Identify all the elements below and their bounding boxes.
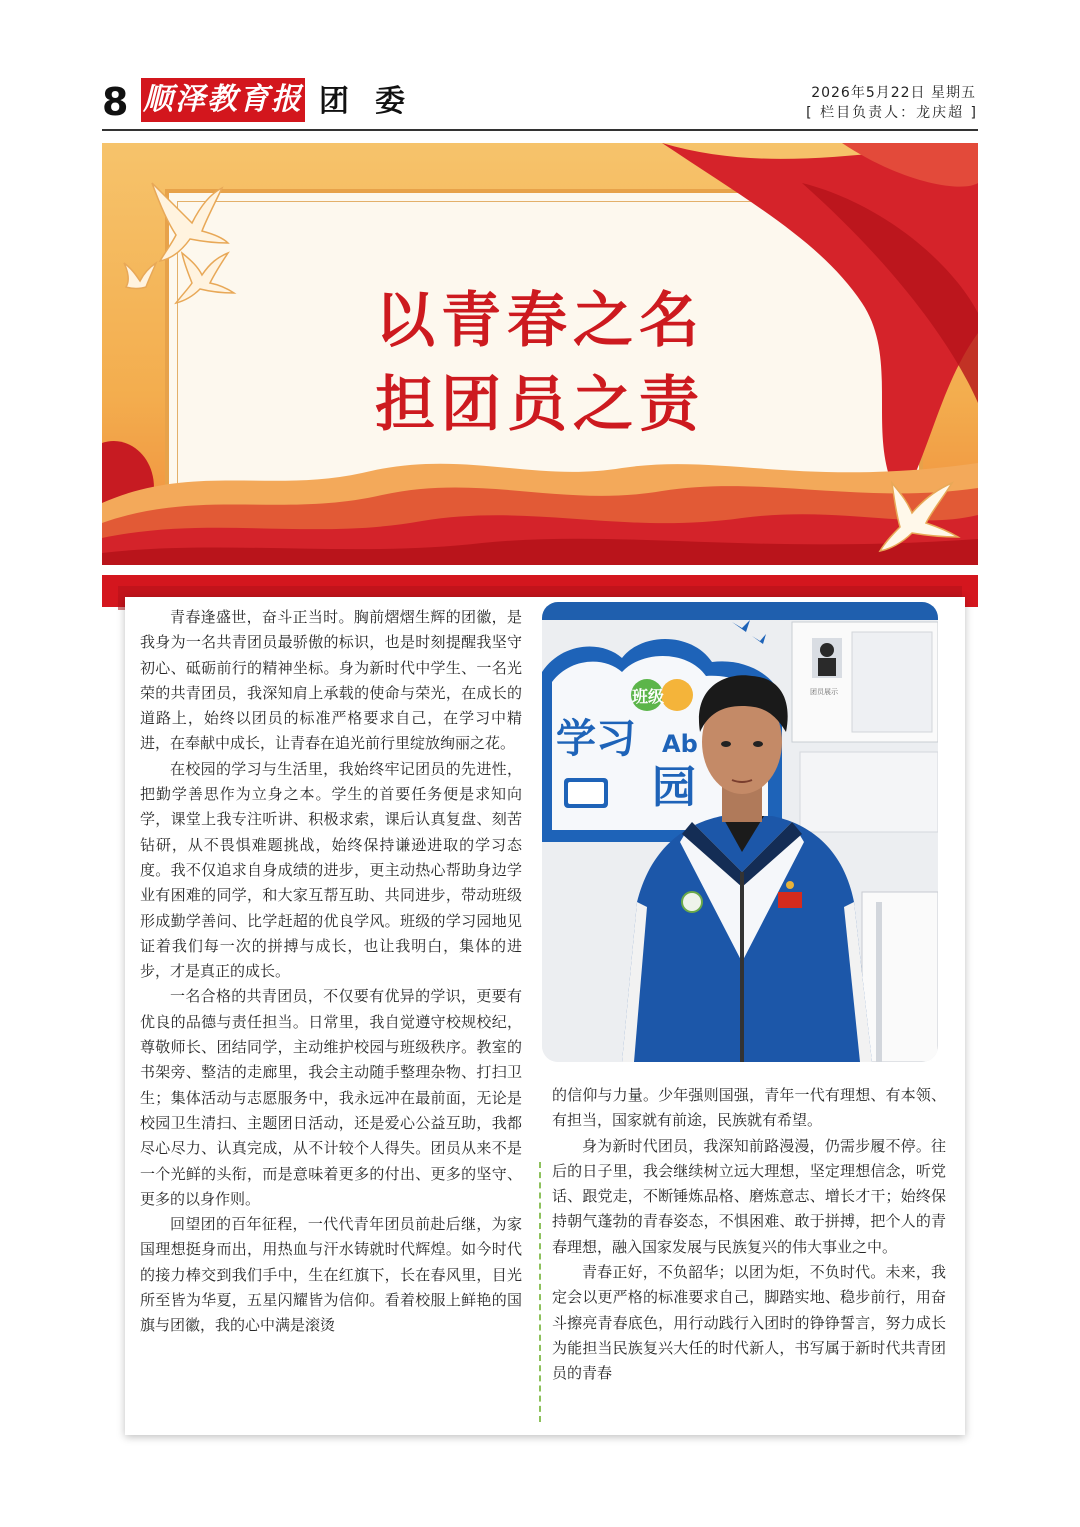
headline-banner bbox=[102, 143, 978, 565]
newspaper-logo: 顺泽教育报 bbox=[141, 78, 305, 122]
dove-icon bbox=[152, 183, 228, 261]
student-photo-illustration bbox=[542, 602, 938, 1062]
board-latin-text: Ab bbox=[662, 730, 698, 758]
paragraph: 的信仰与力量。少年强则国强，青年一代有理想、有本领、有担当，国家就有前途，民族就有希望。 bbox=[552, 1086, 946, 1130]
column-editor: [ 栏目负责人：龙庆超 ] bbox=[806, 105, 978, 121]
board-badge-text: 班级 bbox=[632, 687, 665, 706]
paragraph: 回望团的百年征程，一代代青年团员前赴后继，为家国理想挺身而出，用热血与汗水铸就时代辉煌。如今时代的接力棒交到我们手中，生在红旗下，长在春风里，目光所至皆为华夏，五星闪耀皆为信仰。看着校服上鲜艳的国旗与团徽，我的心中满是滚烫 bbox=[140, 1215, 522, 1335]
board-heading-text-2: 园 bbox=[652, 762, 696, 813]
headline-line-1: 以青春之名 bbox=[375, 286, 705, 356]
student-photo bbox=[542, 602, 938, 1062]
page-number: 8 bbox=[102, 80, 129, 124]
article-right-column bbox=[552, 1083, 946, 1387]
section-title: 团委 bbox=[319, 84, 431, 119]
board-heading-text: 学习 bbox=[556, 716, 636, 762]
issue-date: 2026年5月22日 星期五 bbox=[811, 85, 976, 101]
masthead-rule bbox=[102, 129, 978, 131]
article-card bbox=[125, 597, 965, 1435]
headline-line-2: 担团员之责 bbox=[375, 370, 705, 440]
paragraph: 青春正好，不负韶华；以团为炬，不负时代。未来，我定会以更严格的标准要求自己，脚踏实地、稳步前行，用奋斗擦亮青春底色，用行动践行入团时的铮铮誓言，努力成长为能担当民族复兴大任的时代新人，书写属于新时代共青团员的青春 bbox=[552, 1263, 946, 1383]
paragraph: 青春逢盛世，奋斗正当时。胸前熠熠生辉的团徽，是我身为一名共青团员最骄傲的标识，也是时刻提醒我坚守初心、砥砺前行的精神坐标。身为新时代中学生、一名光荣的共青团员，我深知肩上承载的使命与荣光，在成长的道路上，始终以团员的标准严格要求自己，在学习中精进，在奉献中成长，让青春在追光前行里绽放绚丽之花。 bbox=[140, 608, 522, 753]
paragraph: 身为新时代团员，我深知前路漫漫，仍需步履不停。往后的日子里，我会继续树立远大理想，坚定理想信念，听党话、跟党走，不断锤炼品格、磨炼意志、增长才干；始终保持朝气蓬勃的青春姿态，不惧困难、敢于拼搏，把个人的青春理想，融入国家发展与民族复兴的伟大事业之中。 bbox=[552, 1136, 946, 1256]
poster-caption: 团员展示 bbox=[810, 688, 838, 696]
column-divider bbox=[539, 1162, 541, 1422]
paragraph: 一名合格的共青团员，不仅要有优异的学识，更要有优良的品德与责任担当。日常里，我自觉遵守校规校纪，尊敬师长、团结同学，主动维护校园与班级秩序。教室的书架旁、整洁的走廊里，我会主动随手整理杂物、打扫卫生；集体活动与志愿服务中，我永远冲在最前面，无论是校园卫生清扫、主题团日活动，还是爱心公益互助，我都尽心尽力、认真完成，从不计较个人得失。团员从来不是一个光鲜的头衔，而是意味着更多的付出、更多的坚守、更多的以身作则。 bbox=[140, 987, 522, 1208]
paragraph: 在校园的学习与生活里，我始终牢记团员的先进性，把勤学善思作为立身之本。学生的首要任务便是求知向学，课堂上我专注听讲、积极求索，课后认真复盘、刻苦钻研，从不畏惧难题挑战，始终保持谦逊进取的学习态度。我不仅追求自身成绩的进步，更主动热心帮助身边学业有困难的同学，和大家互帮互助、共同进步，带动班级形成勤学善问、比学赶超的优良学风。班级的学习园地见证着我们每一次的拼搏与成长，也让我明白，集体的进步，才是真正的成长。 bbox=[140, 759, 522, 981]
article-left-column bbox=[140, 605, 522, 1339]
